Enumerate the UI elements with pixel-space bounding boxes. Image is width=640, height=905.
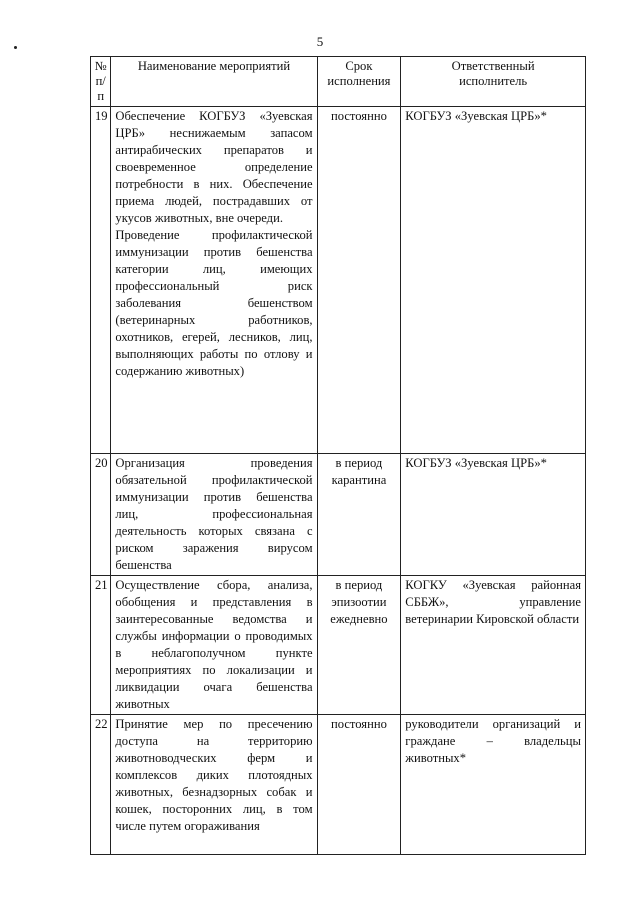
measure-responsible: руководители организаций и граждане – владельцы животных* <box>401 715 586 855</box>
measure-name <box>111 107 317 454</box>
measure-name-paragraph: Проведение профилактической иммунизации против бешенства категории лиц, имеющих профессиональный риск заболевания бешенством (ветеринарных работников, охотников, егерей, лесников, лиц, выполняющих работы по отлову и содержанию животных) <box>115 228 313 378</box>
measure-name-paragraph: Обеспечение КОГБУЗ «Зуевская ЦРБ» неснижаемым запасом антирабических препаратов и своевременное определение потребности в них. Обеспечение приема людей, пострадавших от укусов животных, вне очереди. <box>115 109 313 225</box>
table-header-row <box>91 57 586 107</box>
measures-table <box>90 56 586 855</box>
header-name: Наименование мероприятий <box>111 57 317 107</box>
measure-responsible: КОГКУ «Зуевская районная СББЖ», управление ветеринарии Кировской области <box>401 576 586 715</box>
measure-name: Принятие мер по пресечению доступа на территорию животноводческих ферм и комплексов диких плотоядных животных, безнадзорных собак и кошек, посторонних лиц, в том числе путем огораживания <box>111 715 317 855</box>
row-number: 22 <box>91 715 111 855</box>
table-row <box>91 454 586 576</box>
table-row <box>91 715 586 855</box>
measure-term: в период карантина <box>317 454 401 576</box>
header-responsible: Ответственный исполнитель <box>401 57 586 107</box>
measure-term: постоянно <box>317 715 401 855</box>
header-number: № п/п <box>91 57 111 107</box>
measure-name: Организация проведения обязательной профилактической иммунизации против бешенства лиц, профессиональная деятельность которых связана с риском заражения вирусом бешенства <box>111 454 317 576</box>
header-term: Срок исполнения <box>317 57 401 107</box>
scan-speck <box>14 46 17 49</box>
row-number: 20 <box>91 454 111 576</box>
measure-term: постоянно <box>317 107 401 454</box>
row-number: 21 <box>91 576 111 715</box>
measure-responsible: КОГБУЗ «Зуевская ЦРБ»* <box>401 107 586 454</box>
measure-responsible: КОГБУЗ «Зуевская ЦРБ»* <box>401 454 586 576</box>
measure-name: Осуществление сбора, анализа, обобщения и представления в заинтересованные ведомства и службы информации о проводимых в неблагополучном пункте мероприятиях по локализации и ликвидации очага бешенства животных <box>111 576 317 715</box>
table-row <box>91 576 586 715</box>
page-number: 5 <box>316 34 324 49</box>
table-row <box>91 107 586 454</box>
measure-term: в период эпизоотии ежедневно <box>317 576 401 715</box>
row-number: 19 <box>91 107 111 454</box>
